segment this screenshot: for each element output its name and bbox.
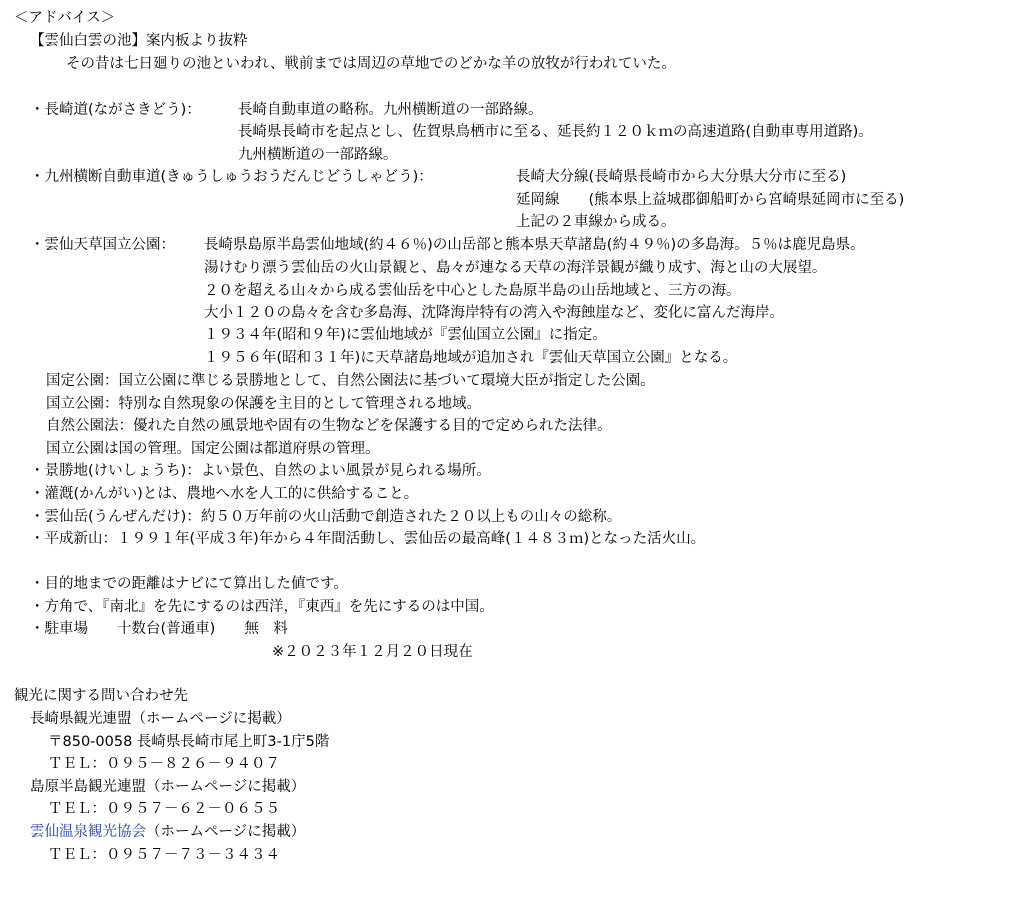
contact-shimabara-tel: ＴＥＬ：０９５７－６２－０６５５ [48,801,280,817]
as-of-date: ※２０２３年１２月２０日現在 [272,644,473,660]
definition-national-park: 国立公園：特別な自然現象の保護を主目的として管理される地域。 [46,396,481,412]
advice-intro: その昔は七日廻りの池といわれ、戦前までは周辺の草地でのどかな羊の放牧が行われていた。 [66,56,676,72]
unzen-park-term: ・雲仙天草国立公園： [30,237,175,253]
kyushu-expressway-line-1: 長崎大分線(長崎県長崎市から大分県大分市に至る) [516,169,847,185]
kyushu-expressway-line-3: 上記の２車線から成る。 [516,214,676,230]
unzen-park-line-1: 長崎県島原半島雲仙地域(約４６％)の山岳部と熊本県天草諸島(約４９％)の多島海。５％は鹿児島県。 [204,237,865,253]
definition-natural-parks-act: 自然公園法：優れた自然の風景地や固有の生物などを保護する目的で定められた法律。 [46,418,612,434]
note-direction: ・方角で、『南北』を先にするのは西洋，『東西』を先にするのは中国。 [30,599,494,615]
kyushu-expressway-term: ・九州横断自動車道(きゅうしゅうおうだんじどうしゃどう)： [30,169,433,185]
note-parking: ・駐車場 十数台(普通車) 無 料 [30,621,288,637]
kyushu-expressway-line-2: 延岡線 (熊本県上益城郡御船町から宮崎県延岡市に至る) [516,192,905,208]
note-distance: ・目的地までの距離はナビにて算出した値です。 [30,576,348,592]
contact-nagasaki-name: 長崎県観光連盟（ホームページに掲載） [30,711,291,727]
contacts-heading: 観光に関する問い合わせ先 [14,688,188,704]
definition-park-management: 国立公園は国の管理。国定公園は都道府県の管理。 [46,441,380,457]
bullet-irrigation: ・灌漑(かんがい)とは、農地へ水を人工的に供給すること。 [30,486,419,502]
unzen-park-line-4: 大小１２０の島々を含む多島海、沈降海岸特有の湾入や海蝕崖など、変化に富んだ海岸。 [204,305,784,321]
unzen-park-line-5: １９３４年(昭和９年)に雲仙地域が『雲仙国立公園』に指定。 [204,327,607,343]
contact-shimabara-name: 島原半島観光連盟（ホームページに掲載） [30,779,306,795]
bullet-heisei-shinzan: ・平成新山：１９９１年(平成３年)年から４年間活動し、雲仙岳の最高峰(１４８３ｍ)となった活火山。 [30,531,706,547]
nagasaki-road-line-1: 長崎自動車道の略称。九州横断道の一部路線。 [238,102,543,118]
nagasaki-road-line-3: 九州横断道の一部路線。 [238,147,398,163]
contact-unzen-tel: ＴＥＬ：０９５７－７３－３４３４ [48,847,280,863]
unzen-onsen-association-link[interactable]: 雲仙温泉観光協会 [30,824,146,840]
nagasaki-road-term: ・長崎道(ながさきどう)： [30,102,201,118]
nagasaki-road-line-2: 長崎県長崎市を起点とし、佐賀県鳥栖市に至る、延長約１２０ｋｍの高速道路(自動車専用道路)。 [238,124,873,140]
bullet-scenic-spot: ・景勝地(けいしょうち)：よい景色、自然のよい風景が見られる場所。 [30,463,491,479]
unzen-park-line-3: ２０を超える山々から成る雲仙岳を中心とした島原半島の山岳地域と、三方の海。 [204,283,741,299]
advice-source: 【雲仙白雲の池】案内板より抜粋 [30,33,248,49]
unzen-park-line-2: 湯けむり漂う雲仙岳の火山景観と、島々が連なる天草の海洋景観が織り成す、海と山の大展望。 [204,260,827,276]
unzen-homepage-note: （ホームページに掲載） [146,824,306,840]
unzen-park-line-6: １９５６年(昭和３１年)に天草諸島地域が追加され『雲仙天草国立公園』となる。 [204,350,738,366]
bullet-mount-unzen: ・雲仙岳(うんぜんだけ)：約５０万年前の火山活動で創造された２０以上もの山々の総称。 [30,509,622,525]
contact-nagasaki-address: 〒850-0058 長崎県長崎市尾上町3-1庁5階 [48,734,330,750]
contact-unzen-row [30,822,305,842]
advice-heading: ＜アドバイス＞ [14,10,116,26]
contact-nagasaki-tel: ＴＥＬ：０９５－８２６－９４０７ [48,756,280,772]
definition-quasi-national-park: 国定公園：国立公園に準じる景勝地として、自然公園法に基づいて環境大臣が指定した公園。 [46,373,655,389]
